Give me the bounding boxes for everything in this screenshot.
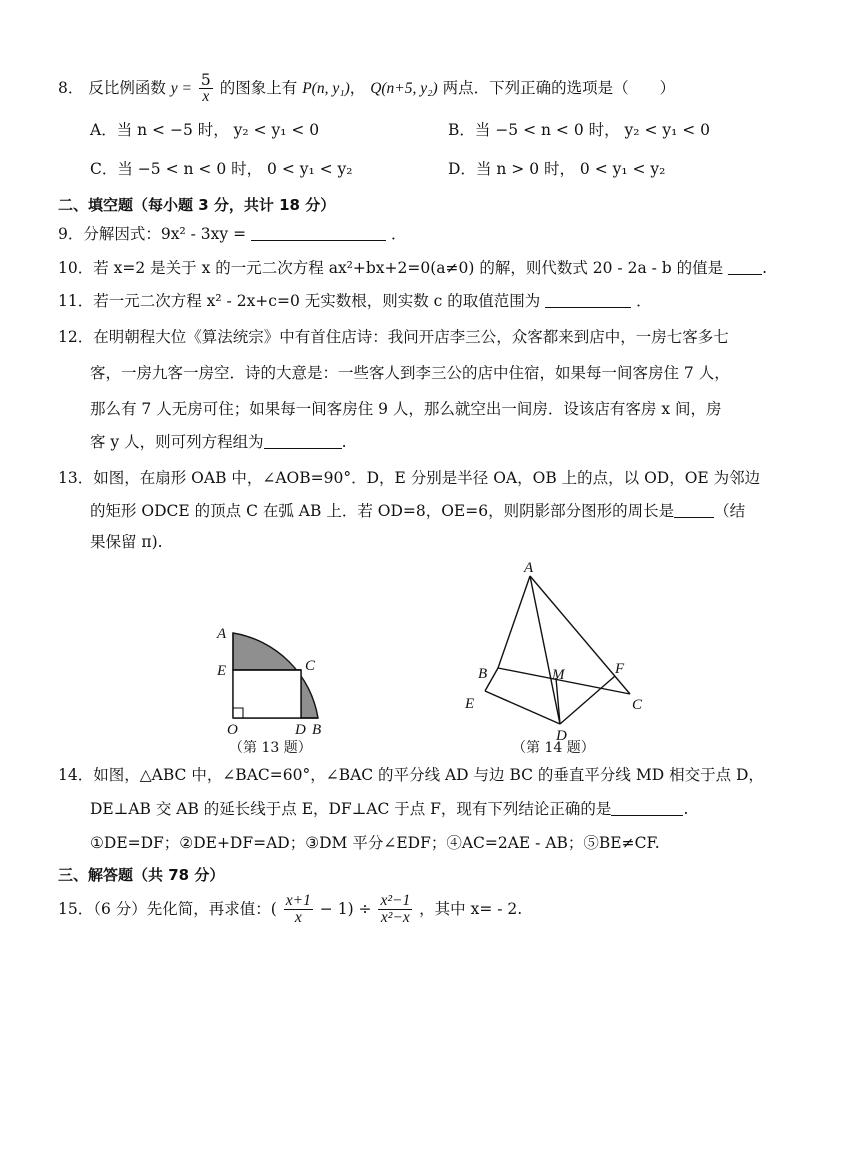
q12-line-2: 客，一房九客一房空．诗的大意是：一些客人到李三公的店中住宿，如果每一间客房住 7 人， bbox=[90, 364, 730, 382]
q13-answer-blank[interactable] bbox=[674, 503, 714, 518]
q15-fraction-1 bbox=[284, 893, 313, 927]
figure-14-segment-df bbox=[560, 676, 615, 724]
q13-text-1: 如图，在扇形 OAB 中，∠AOB=90°．D，E 分别是半径 OA，OB 上的点，以 OD，OE 为邻边 bbox=[93, 469, 761, 487]
figure-13-caption: （第 13 题） bbox=[229, 740, 312, 756]
figure-14-caption: （第 14 题） bbox=[512, 740, 595, 756]
q12-number: 12． bbox=[58, 328, 94, 346]
q8-point-p: P(n, y₁) bbox=[302, 79, 350, 97]
fig13-label-b: B bbox=[312, 722, 322, 738]
q14-answer-blank[interactable] bbox=[611, 801, 683, 816]
option-label: A． bbox=[90, 121, 117, 139]
q10-end: . bbox=[762, 259, 768, 277]
fig14-label-e: E bbox=[465, 696, 475, 712]
q13-number: 13． bbox=[58, 469, 94, 487]
q15-text-b: − 1) ÷ bbox=[319, 899, 372, 918]
q8-option-c bbox=[90, 157, 353, 179]
q15-text-a: （6 分）先化简，再求值：( bbox=[93, 899, 277, 918]
q12-line-1 bbox=[58, 325, 729, 347]
q11-answer-blank[interactable] bbox=[545, 293, 631, 308]
q11-number: 11． bbox=[58, 292, 94, 310]
option-label: D． bbox=[448, 160, 476, 178]
q9-end: ． bbox=[390, 225, 407, 243]
q14-line-3: ①DE=DF；②DE+DF=AD；③DM 平分∠EDF；④AC=2AE - AB；⑤BE≠CF. bbox=[90, 834, 660, 852]
fig13-label-c: C bbox=[305, 658, 316, 674]
q15-f1-num: x+1 bbox=[285, 892, 311, 909]
q8-fraction-num: 5 bbox=[200, 71, 211, 89]
fig14-label-a: A bbox=[524, 560, 534, 576]
option-text: 当 n > 0 时， 0 < y₁ < y₂ bbox=[475, 160, 666, 178]
q13-tail: （结 bbox=[714, 502, 746, 520]
q8-y-eq: y = bbox=[170, 79, 192, 97]
q14-text-2: DE⊥AB 交 AB 的延长线于点 E，DF⊥AC 于点 F，现有下列结论正确的是 bbox=[90, 800, 612, 818]
q15-f1-den: x bbox=[294, 909, 302, 927]
q8-number: 8． bbox=[58, 78, 84, 97]
section-3-title: 三、解答题（共 78 分） bbox=[58, 866, 225, 884]
q15-f2-den: x²−x bbox=[380, 909, 410, 927]
q12-end: . bbox=[341, 433, 347, 451]
q10-answer-blank[interactable] bbox=[728, 260, 762, 275]
fig13-label-d: D bbox=[295, 722, 306, 738]
q13-line-3: 果保留 π). bbox=[90, 533, 163, 551]
q9 bbox=[58, 222, 406, 244]
q8-option-d bbox=[448, 157, 665, 179]
q9-answer-blank[interactable] bbox=[251, 226, 386, 241]
q8-stem-text-c: 两点．下列正确的选项是（ ） bbox=[442, 78, 676, 97]
q11-end: ． bbox=[636, 292, 652, 310]
q13-text-2: 的矩形 ODCE 的顶点 C 在弧 AB 上．若 OD=8，OE=6，则阴影部分图形的周长是 bbox=[90, 502, 675, 520]
q12-text-4: 客 y 人，则可列方程组为 bbox=[90, 433, 264, 451]
q14-number: 14． bbox=[58, 766, 94, 784]
q14-line-2 bbox=[90, 797, 688, 819]
figure-14-side-ab bbox=[498, 576, 530, 668]
q15-f2-num: x²−1 bbox=[380, 892, 411, 909]
q8-stem-text-b: 的图象上有 bbox=[219, 78, 298, 97]
q15-text-c: ，其中 x= - 2. bbox=[419, 899, 523, 918]
q14-line-1 bbox=[58, 763, 764, 785]
option-label: C． bbox=[90, 160, 118, 178]
q15-number: 15． bbox=[58, 899, 94, 918]
q8-stem bbox=[58, 72, 675, 106]
option-text: 当 −5 < n < 0 时， y₂ < y₁ < 0 bbox=[474, 121, 711, 139]
q10-text: 若 x=2 是关于 x 的一元二次方程 ax²+bx+2=0(a≠0) 的解，则代数式 20 - 2a - b 的值是 bbox=[93, 259, 724, 277]
q10-number: 10． bbox=[58, 259, 94, 277]
section-2-title: 二、填空题（每小题 3 分，共计 18 分） bbox=[58, 196, 336, 214]
q11-text: 若一元二次方程 x² - 2x+c=0 无实数根，则实数 c 的取值范围为 bbox=[93, 292, 541, 310]
q15 bbox=[58, 893, 522, 927]
q14-end: . bbox=[683, 800, 689, 818]
fig13-label-o: O bbox=[227, 722, 238, 738]
q10 bbox=[58, 256, 767, 278]
q8-sep: ， bbox=[349, 78, 366, 97]
figure-14 bbox=[455, 556, 665, 748]
fig14-label-b: B bbox=[478, 666, 488, 682]
q12-answer-blank[interactable] bbox=[264, 434, 342, 449]
fig14-label-c: C bbox=[632, 697, 643, 713]
q8-stem-text-a: 反比例函数 bbox=[88, 78, 166, 97]
q13-line-1 bbox=[58, 466, 760, 488]
figure-13 bbox=[205, 618, 335, 738]
q8-fraction-den: x bbox=[202, 88, 210, 106]
figure-14-segment-de bbox=[485, 691, 560, 724]
fig13-label-e: E bbox=[217, 663, 227, 679]
q14-text-1: 如图，△ABC 中，∠BAC=60°，∠BAC 的平分线 AD 与边 BC 的垂直平分线 MD 相交于点 D， bbox=[93, 766, 764, 784]
option-text: 当 n < −5 时， y₂ < y₁ < 0 bbox=[116, 121, 320, 139]
q12-text-1: 在明朝程大位《算法统宗》中有首住店诗：我问开店李三公，众客都来到店中，一房七客多七 bbox=[93, 328, 729, 346]
fig14-label-m: M bbox=[552, 667, 565, 683]
q8-point-q: Q(n+5, y₂) bbox=[370, 79, 438, 97]
q13-line-2 bbox=[90, 499, 745, 521]
q12-line-4 bbox=[90, 430, 347, 452]
q8-fraction bbox=[199, 72, 213, 106]
q9-number: 9． bbox=[58, 225, 84, 243]
q8-option-b bbox=[448, 118, 710, 140]
option-label: B． bbox=[448, 121, 475, 139]
fig14-label-d: D bbox=[556, 728, 567, 744]
q15-fraction-2 bbox=[378, 893, 412, 927]
option-text: 当 −5 < n < 0 时， 0 < y₁ < y₂ bbox=[117, 160, 353, 178]
q9-text: 分解因式：9x² - 3xy = bbox=[83, 225, 247, 243]
fig14-label-f: F bbox=[615, 661, 625, 677]
q12-line-3: 那么有 7 人无房可住；如果每一间客房住 9 人，那么就空出一间房．设该店有客房 x 间，房 bbox=[90, 400, 722, 418]
fig13-label-a: A bbox=[217, 626, 227, 642]
q11 bbox=[58, 289, 652, 311]
q8-option-a bbox=[90, 118, 319, 140]
figure-14-bisector-ad bbox=[530, 576, 560, 724]
